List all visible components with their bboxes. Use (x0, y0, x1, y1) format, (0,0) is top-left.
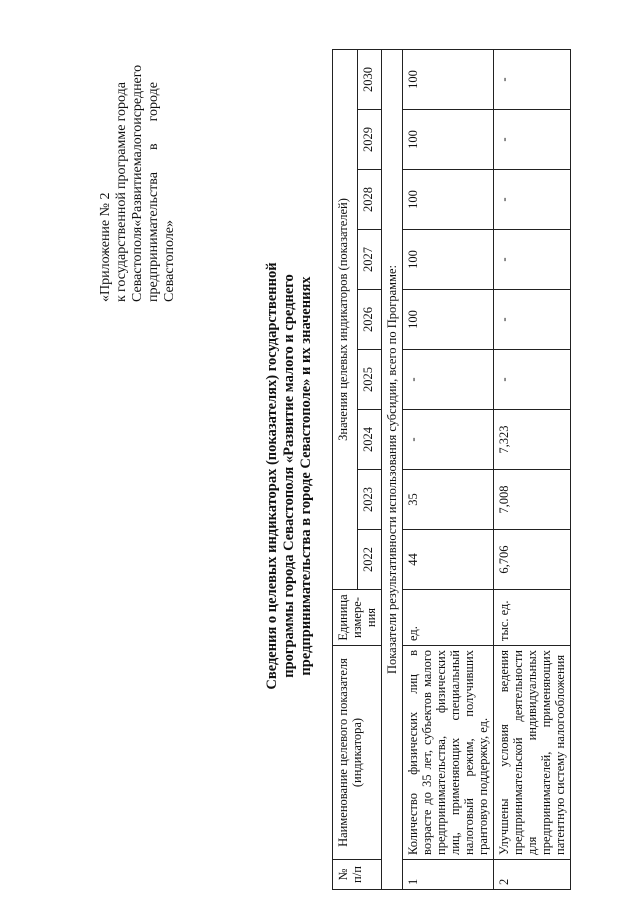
header-year: 2028 (357, 170, 382, 230)
header-year: 2030 (357, 49, 382, 109)
row-value: 44 (403, 530, 494, 590)
row-name: Улучшены условия ведения предпринимательской деятельности для индивидуальных предпринимателей, применяющих патентную систему налогообложения (494, 646, 571, 860)
row-value: - (494, 170, 571, 230)
header-values-group: Значения целевых индикаторов (показателей) (333, 49, 358, 589)
document-title (264, 216, 315, 736)
row-value: 6,706 (494, 530, 571, 590)
row-value: 100 (403, 230, 494, 290)
row-value: - (494, 290, 571, 350)
appendix-line: Севастополя «Развитие малого и среднего (130, 64, 145, 302)
row-value: - (494, 110, 571, 170)
row-value: - (403, 410, 494, 470)
row-value: - (494, 230, 571, 290)
appendix-line: Севастополе» (162, 219, 177, 302)
header-year: 2026 (357, 290, 382, 350)
row-unit: ед. (403, 590, 494, 646)
table-row (494, 49, 571, 889)
title-line: предпринимательства в городе Севастополе» и их значениях (298, 276, 314, 676)
appendix-line: предпринимательства в городе (146, 82, 161, 302)
title-line: Сведения о целевых индикаторах (показателях) государственной (264, 262, 280, 690)
header-year: 2022 (357, 530, 382, 590)
row-value: 100 (403, 49, 494, 109)
row-value: 35 (403, 470, 494, 530)
row-name: Количество физических лиц в возрасте до 35 лет, субъектов малого предпринимательства, физических лиц, применяющих специальный налоговый режим, получивших грантовую поддержку, ед. (403, 646, 494, 860)
row-value: 7,008 (494, 470, 571, 530)
appendix-note (98, 64, 178, 302)
table-row (403, 49, 494, 889)
header-unit: Единица измере-ния (333, 590, 382, 646)
section-title: Показатели результативности использования субсидии, всего по Программе: (382, 49, 403, 889)
header-year: 2025 (357, 350, 382, 410)
row-num: 2 (494, 860, 571, 890)
row-value: 7,323 (494, 410, 571, 470)
row-value: 100 (403, 170, 494, 230)
row-value: 100 (403, 290, 494, 350)
row-value: - (403, 350, 494, 410)
page-bottom-edge (628, 0, 640, 916)
appendix-line: к государственной программе города (114, 82, 129, 302)
row-value: - (494, 350, 571, 410)
header-num: № п/п (333, 860, 382, 890)
title-line: программы города Севастополя «Развитие малого и среднего (281, 274, 297, 678)
row-value: 100 (403, 110, 494, 170)
header-year: 2024 (357, 410, 382, 470)
header-year: 2023 (357, 470, 382, 530)
header-year: 2027 (357, 230, 382, 290)
row-num: 1 (403, 860, 494, 890)
header-year: 2029 (357, 110, 382, 170)
indicators-table (332, 49, 571, 890)
row-value: - (494, 49, 571, 109)
appendix-line: «Приложение № 2 (98, 192, 113, 302)
header-name: Наименование целевого показателя (индикатора) (333, 646, 382, 860)
row-unit: тыс. ед. (494, 590, 571, 646)
